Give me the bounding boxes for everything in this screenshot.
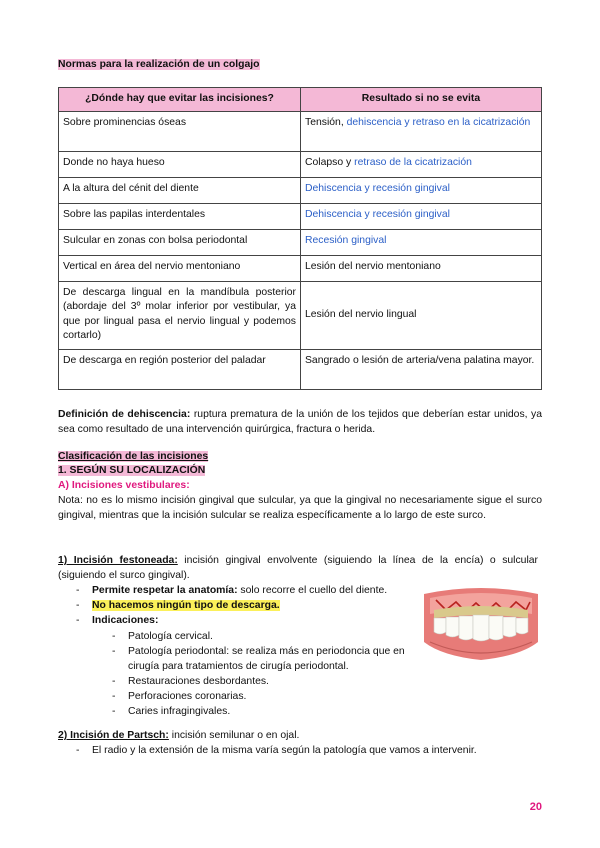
cell-result bbox=[301, 177, 542, 203]
definition-text: ruptura prematura de la unión de los tejidos que deberían estar unidos, ya sea como resultado de una intervención quirúrgica, fractura o herida. bbox=[58, 409, 543, 435]
vestibular-heading: A) Incisiones vestibulares: bbox=[58, 480, 190, 491]
indications-label: Indicaciones: bbox=[92, 615, 159, 626]
list-item: - Perforaciones coronarias. bbox=[58, 689, 418, 704]
cell-result: Lesión del nervio lingual bbox=[301, 281, 542, 349]
cell-where: Sobre las papilas interdentales bbox=[59, 203, 301, 229]
result-blue: retraso de la cicatrización bbox=[354, 156, 472, 168]
cell-result bbox=[301, 229, 542, 255]
list-item: - Restauraciones desbordantes. bbox=[58, 674, 418, 689]
table-row bbox=[59, 255, 542, 281]
result-blue: dehiscencia y retraso en la cicatrización bbox=[346, 116, 531, 128]
cell-result: Sangrado o lesión de arteria/vena palatina mayor. bbox=[301, 349, 542, 389]
result-plain: Tensión, bbox=[305, 116, 344, 128]
title-text: Normas para la realización de un colgajo bbox=[58, 59, 260, 70]
cell-where: De descarga en región posterior del paladar bbox=[59, 349, 301, 389]
table-row bbox=[59, 229, 542, 255]
bullet-bold: Permite respetar la anatomía: bbox=[92, 585, 238, 596]
result-blue: Dehiscencia y recesión gingival bbox=[305, 208, 450, 220]
partsch-text: incisión semilunar o en ojal. bbox=[171, 730, 300, 741]
result-plain: Colapso y bbox=[305, 156, 352, 168]
section-title bbox=[58, 57, 260, 72]
partsch-list bbox=[58, 743, 542, 758]
classification-heading bbox=[58, 449, 542, 464]
list-item bbox=[58, 583, 418, 598]
list-item: - Patología cervical. bbox=[58, 629, 418, 644]
table-row bbox=[59, 281, 542, 349]
partsch-paragraph bbox=[58, 728, 542, 743]
cell-where: Vertical en área del nervio mentoniano bbox=[59, 255, 301, 281]
classification-heading-text: Clasificación de las incisiones bbox=[58, 451, 209, 462]
festoneada-list bbox=[58, 583, 418, 719]
note-paragraph: Nota: no es lo mismo incisión gingival que sulcular, ya que la gingival no necesariamente sigue el surco gingival, mientras que la incisión sulcular se realiza específicamente a lo largo de este surco. bbox=[58, 495, 542, 521]
cell-where: Sulcular en zonas con bolsa periodontal bbox=[59, 229, 301, 255]
table-header-row bbox=[59, 88, 542, 112]
table-row bbox=[59, 151, 542, 177]
list-item bbox=[58, 613, 418, 628]
cell-where: Donde no haya hueso bbox=[59, 151, 301, 177]
table-row bbox=[59, 177, 542, 203]
cell-where: Sobre prominencias óseas bbox=[59, 111, 301, 151]
definition-label: Definición de dehiscencia: bbox=[58, 409, 191, 420]
cell-result bbox=[301, 203, 542, 229]
festoneada-label: 1) Incisión festoneada: bbox=[58, 555, 178, 566]
partsch-label: 2) Incisión de Partsch: bbox=[58, 730, 169, 741]
bullet-text: solo recorre el cuello del diente. bbox=[240, 585, 388, 596]
no-discharge-highlight: No hacemos ningún tipo de descarga. bbox=[92, 600, 280, 611]
cell-result bbox=[301, 151, 542, 177]
cell-result bbox=[301, 111, 542, 151]
list-item: - El radio y la extensión de la misma varía según la patología que vamos a intervenir. bbox=[58, 743, 542, 758]
list-item bbox=[58, 598, 418, 613]
result-blue: Recesión gingival bbox=[305, 234, 387, 246]
cell-result: Lesión del nervio mentoniano bbox=[301, 255, 542, 281]
table-row bbox=[59, 349, 542, 389]
page-number: 20 bbox=[529, 801, 542, 813]
table-row bbox=[59, 111, 542, 151]
list-item: - Patología periodontal: se realiza más en periodoncia que en cirugía para tratamientos de cirugía periodontal. bbox=[58, 644, 418, 674]
result-blue: Dehiscencia y recesión gingival bbox=[305, 182, 450, 194]
header-where: ¿Dónde hay que evitar las incisiones? bbox=[59, 88, 301, 112]
definition-paragraph bbox=[58, 407, 542, 437]
incisions-table bbox=[58, 87, 542, 390]
header-result: Resultado si no se evita bbox=[301, 88, 542, 112]
gum-incision-illustration bbox=[420, 584, 542, 668]
cell-where: A la altura del cénit del diente bbox=[59, 177, 301, 203]
list-item: - Caries infragingivales. bbox=[58, 704, 418, 719]
cell-where: De descarga lingual en la mandíbula posterior (abordaje del 3º molar inferior por vestibular, ya que por lingual pasa el nervio lingual y podemos cortarlo) bbox=[59, 281, 301, 349]
festoneada-paragraph bbox=[58, 553, 538, 583]
table-row bbox=[59, 203, 542, 229]
localization-subheading-text: 1. SEGÚN SU LOCALIZACIÓN bbox=[58, 465, 206, 476]
localization-subheading bbox=[58, 463, 542, 478]
festoneada-text: incisión gingival envolvente (siguiendo la línea de la encía) o sulcular (siguiendo el surco gingival). bbox=[58, 555, 539, 581]
